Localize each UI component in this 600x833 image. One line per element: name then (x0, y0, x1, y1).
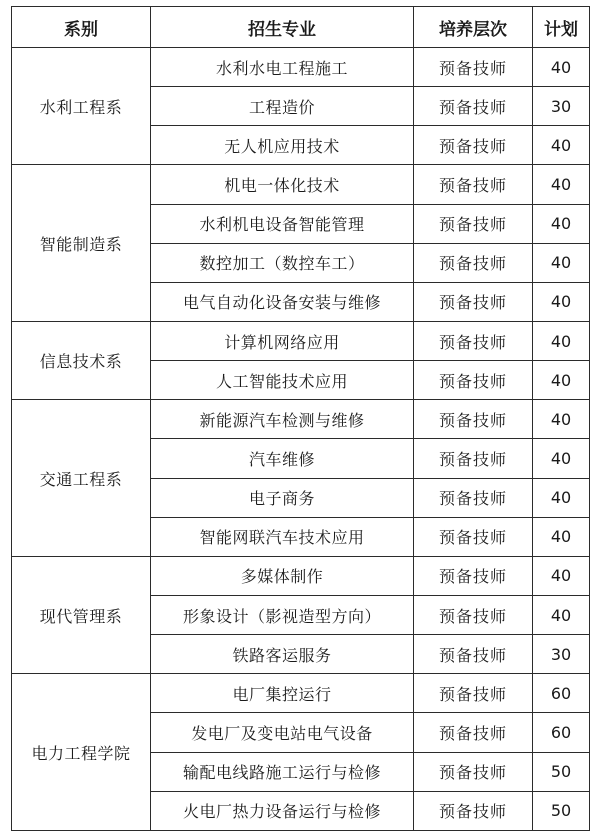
major-cell: 汽车维修 (151, 439, 414, 478)
level-cell: 预备技师 (414, 87, 533, 126)
level-cell: 预备技师 (414, 439, 533, 478)
table-row (12, 400, 590, 439)
table-row (12, 556, 590, 595)
table-row (12, 321, 590, 360)
major-cell: 数控加工（数控车工） (151, 243, 414, 282)
level-cell: 预备技师 (414, 165, 533, 204)
major-cell: 机电一体化技术 (151, 165, 414, 204)
plan-cell: 40 (533, 204, 590, 243)
plan-cell: 40 (533, 126, 590, 165)
level-cell: 预备技师 (414, 635, 533, 674)
level-cell: 预备技师 (414, 752, 533, 791)
header-department: 系别 (12, 7, 151, 48)
level-cell: 预备技师 (414, 713, 533, 752)
plan-cell: 40 (533, 321, 590, 360)
plan-cell: 30 (533, 87, 590, 126)
plan-cell: 40 (533, 439, 590, 478)
level-cell: 预备技师 (414, 400, 533, 439)
major-cell: 发电厂及变电站电气设备 (151, 713, 414, 752)
plan-cell: 40 (533, 165, 590, 204)
major-cell: 智能网联汽车技术应用 (151, 517, 414, 556)
level-cell: 预备技师 (414, 243, 533, 282)
header-major: 招生专业 (151, 7, 414, 48)
enrollment-plan-table-container (11, 6, 590, 831)
plan-cell: 40 (533, 595, 590, 634)
level-cell: 预备技师 (414, 321, 533, 360)
level-cell: 预备技师 (414, 517, 533, 556)
plan-cell: 40 (533, 48, 590, 87)
level-cell: 预备技师 (414, 126, 533, 165)
level-cell: 预备技师 (414, 204, 533, 243)
plan-cell: 60 (533, 713, 590, 752)
major-cell: 人工智能技术应用 (151, 361, 414, 400)
plan-cell: 50 (533, 752, 590, 791)
department-cell: 水利工程系 (12, 48, 151, 165)
level-cell: 预备技师 (414, 282, 533, 321)
plan-cell: 50 (533, 791, 590, 830)
header-level: 培养层次 (414, 7, 533, 48)
department-cell: 智能制造系 (12, 165, 151, 322)
major-cell: 电气自动化设备安装与维修 (151, 282, 414, 321)
level-cell: 预备技师 (414, 791, 533, 830)
level-cell: 预备技师 (414, 361, 533, 400)
header-plan: 计划 (533, 7, 590, 48)
department-cell: 电力工程学院 (12, 674, 151, 831)
level-cell: 预备技师 (414, 595, 533, 634)
level-cell: 预备技师 (414, 556, 533, 595)
plan-cell: 40 (533, 517, 590, 556)
table-row (12, 165, 590, 204)
department-cell: 信息技术系 (12, 321, 151, 399)
level-cell: 预备技师 (414, 48, 533, 87)
major-cell: 形象设计（影视造型方向） (151, 595, 414, 634)
department-cell: 现代管理系 (12, 556, 151, 673)
major-cell: 火电厂热力设备运行与检修 (151, 791, 414, 830)
table-body (12, 48, 590, 831)
major-cell: 水利机电设备智能管理 (151, 204, 414, 243)
level-cell: 预备技师 (414, 674, 533, 713)
plan-cell: 40 (533, 282, 590, 321)
table-row (12, 674, 590, 713)
plan-cell: 40 (533, 361, 590, 400)
header-row (12, 7, 590, 48)
major-cell: 电厂集控运行 (151, 674, 414, 713)
major-cell: 多媒体制作 (151, 556, 414, 595)
plan-cell: 60 (533, 674, 590, 713)
table-row (12, 48, 590, 87)
level-cell: 预备技师 (414, 478, 533, 517)
major-cell: 无人机应用技术 (151, 126, 414, 165)
plan-cell: 40 (533, 243, 590, 282)
major-cell: 水利水电工程施工 (151, 48, 414, 87)
major-cell: 新能源汽车检测与维修 (151, 400, 414, 439)
enrollment-plan-table (11, 6, 590, 831)
major-cell: 工程造价 (151, 87, 414, 126)
plan-cell: 40 (533, 556, 590, 595)
plan-cell: 40 (533, 478, 590, 517)
plan-cell: 30 (533, 635, 590, 674)
major-cell: 计算机网络应用 (151, 321, 414, 360)
major-cell: 输配电线路施工运行与检修 (151, 752, 414, 791)
major-cell: 电子商务 (151, 478, 414, 517)
plan-cell: 40 (533, 400, 590, 439)
table-header (12, 7, 590, 48)
major-cell: 铁路客运服务 (151, 635, 414, 674)
department-cell: 交通工程系 (12, 400, 151, 557)
